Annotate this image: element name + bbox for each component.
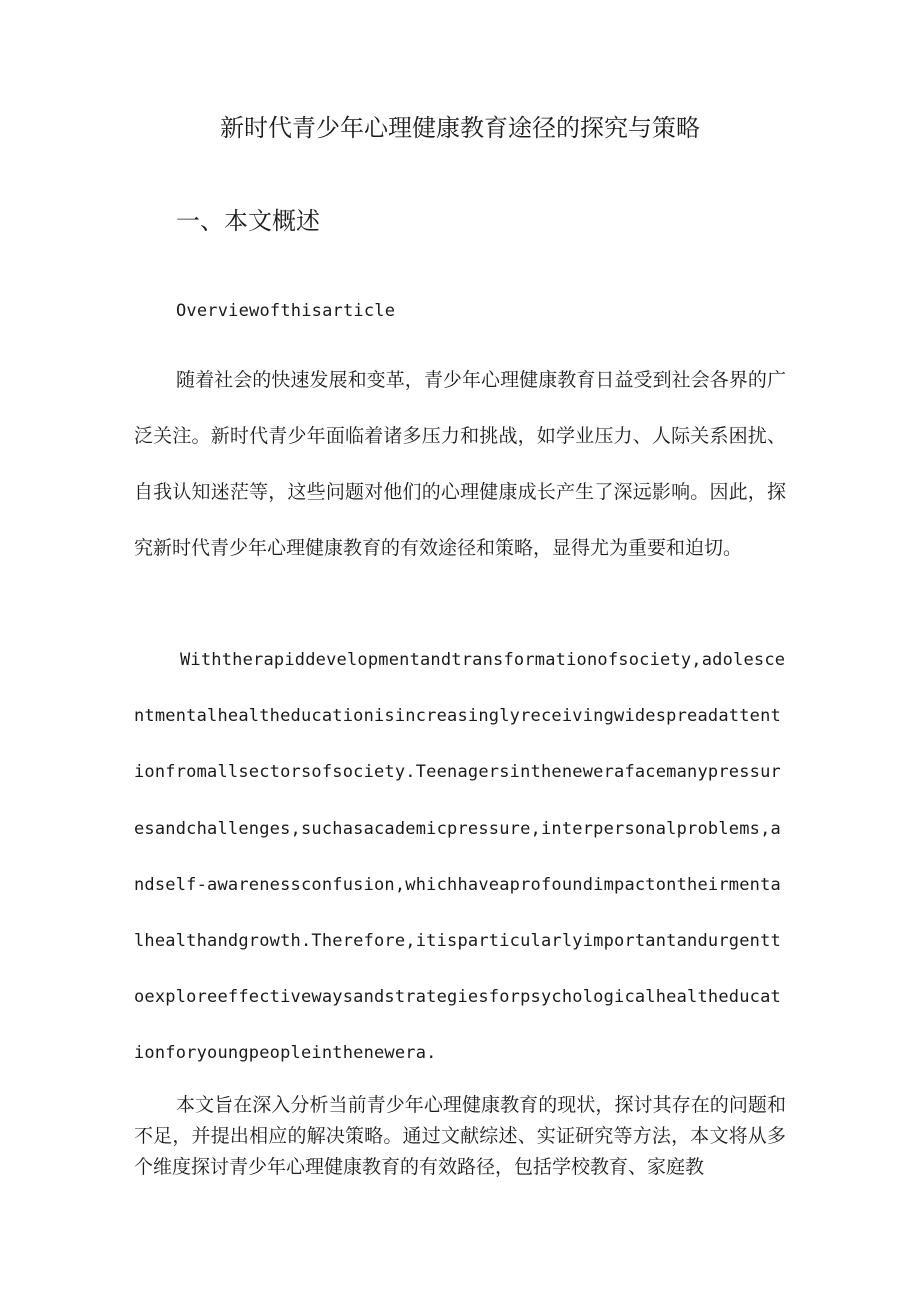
document-title: 新时代青少年心理健康教育途径的探究与策略 <box>220 114 700 142</box>
paragraph-intro-english: Withtherapiddevelopmentandtransformationofsociety,adolescentmentalhealtheducationisincreasinglyreceivingwidespreadattentionfromallsectorsofsociety.Teenagersinthenewerafacemanypressuresandchallenges,suchasacademicpressure,interpersonalproblems,andself-awarenessconfusion,whichhaveaprofoundimpactontheirmentalhealthandgrowth.Therefore,itisparticularlyimportantandurgenttoexploreeffectivewaysandstrategiesforpsychologicalhealtheducationforyoungpeopleinthenewera. <box>134 650 786 1064</box>
english-subheading: Overviewofthisarticle <box>176 301 396 321</box>
paragraph-intro-chinese: 随着社会的快速发展和变革，青少年心理健康教育日益受到社会各界的广泛关注。新时代青少年面临着诸多压力和挑战，如学业压力、人际关系困扰、自我认知迷茫等，这些问题对他们的心理健康成长产生了深远影响。因此，探究新时代青少年心理健康教育的有效途径和策略，显得尤为重要和迫切。 <box>134 369 786 559</box>
section-heading: 一、本文概述 <box>176 207 320 235</box>
paragraph-aim-chinese: 本文旨在深入分析当前青少年心理健康教育的现状，探讨其存在的问题和不足，并提出相应的解决策略。通过文献综述、实证研究等方法，本文将从多个维度探讨青少年心理健康教育的有效路径，包括学校教育、家庭教 <box>134 1094 786 1178</box>
